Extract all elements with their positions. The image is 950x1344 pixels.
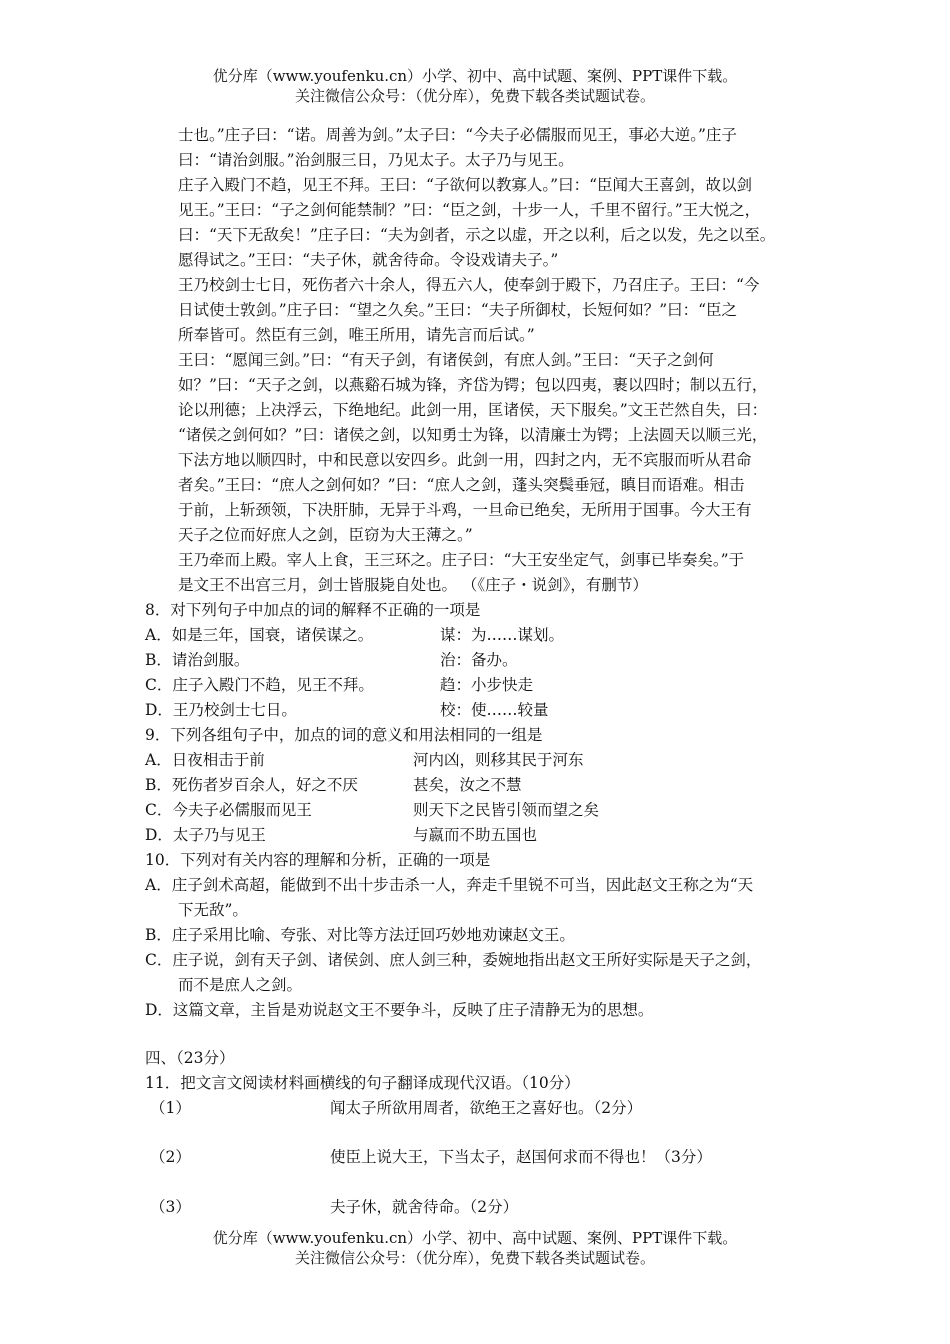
question-stem: 10．下列对有关内容的理解和分析，正确的一项是 [145,851,491,869]
section-title: 四、（23分） [145,1049,235,1067]
passage-line: 王曰：“愿闻三剑。”曰：“有天子剑，有诸侯剑，有庶人剑。”王曰：“天子之剑何 [178,351,714,369]
header-line-1: 优分库（www.youfenku.cn）小学、初中、高中试题、案例、PPT课件下载。 [212,67,738,85]
page-header [0,66,950,106]
passage-line: 于前，上斩颈领，下决肝肺，无异于斗鸡，一旦命已绝矣，无所用于国事。今大王有 [178,501,752,519]
question-stem: 8．对下列句子中加点的词的解释不正确的一项是 [145,601,481,619]
passage-line: 者矣。”王曰：“庶人之剑何如？”曰：“庶人之剑，蓬头突鬓垂冠，瞋目而语难。相击 [178,476,745,494]
passage-line: 论以刑德；上决浮云，下绝地纪。此剑一用，匡诸侯，天下服矣。”文王芒然自失，曰： [178,401,768,419]
passage-line: 王乃校剑士七日，死伤者六十余人，得五六人，使奉剑于殿下，乃召庄子。王曰：“今 [178,276,760,294]
item-sentence: 使臣上说大王，下当太子，赵国何求而不得也！（3分） [330,1148,712,1166]
option-a: A．如是三年，国衰，诸侯谋之。 [145,626,374,644]
option-c-continued: 而不是庶人之剑。 [178,976,303,994]
passage-line: 天子之位而好庶人之剑，臣窃为大王薄之。” [178,526,473,544]
item-number: （1） [150,1099,191,1117]
passage-line: 下法方地以顺四时，中和民意以安四乡。此剑一用，四封之内，无不宾服而听从君命 [178,451,752,469]
option-d-pair: 与嬴而不助五国也 [413,826,538,844]
footer-line-2: 关注微信公众号：（优分库），免费下载各类试题试卷。 [294,1249,655,1267]
passage-line: 曰：“请治剑服。”治剑服三日，乃见太子。太子乃与见王。 [178,151,574,169]
option-c-pair: 则天下之民皆引领而望之矣 [413,801,600,819]
passage-line: 是文王不出宫三月，剑士皆服毙自处也。 （《庄子・说剑》，有删节） [178,576,648,594]
header-line-2: 关注微信公众号：（优分库），免费下载各类试题试卷。 [294,87,655,105]
option-b: B．请治剑服。 [145,651,250,669]
option-d: D．王乃校剑士七日。 [145,701,297,719]
option-b-pair: 甚矣，汝之不慧 [413,776,522,794]
footer-line-1: 优分库（www.youfenku.cn）小学、初中、高中试题、案例、PPT课件下载。 [212,1229,738,1247]
option-c: C．今夫子必儒服而见王 [145,801,312,819]
option-d: D．太子乃与见王 [145,826,266,844]
option-c: C．庄子入殿门不趋，见王不拜。 [145,676,374,694]
option-c: C．庄子说，剑有天子剑、诸侯剑、庶人剑三种，委婉地指出赵文王所好实际是天子之剑， [145,951,762,969]
option-d-explanation: 校：使……较量 [440,701,549,719]
option-a-pair: 河内凶，则移其民于河东 [413,751,584,769]
item-sentence: 夫子休，就舍待命。（2分） [330,1198,519,1216]
passage-line: 士也。”庄子曰：“诺。周善为剑。”太子曰：“今夫子必儒服而见王，事必大逆。”庄子 [178,126,737,144]
option-d: D．这篇文章，主旨是劝说赵文王不要争斗，反映了庄子清静无为的思想。 [145,1001,654,1019]
passage-line: 如？”曰：“天子之剑，以燕谿石城为锋，齐岱为锷；包以四夷，裹以四时；制以五行， [178,376,768,394]
passage-line: 日试使士敦剑。”庄子曰：“望之久矣。”王曰：“夫子所御杖，长短何如？”曰：“臣之 [178,301,738,319]
option-a: A．日夜相击于前 [145,751,265,769]
option-b: B．死伤者岁百余人，好之不厌 [145,776,358,794]
option-c-explanation: 趋：小步快走 [440,676,534,694]
option-a-continued: 下无敌”。 [178,901,248,919]
passage-line: 曰：“天下无敌矣！”庄子曰：“夫为剑者，示之以虚，开之以利，后之以发，先之以至。 [178,226,776,244]
item-sentence: 闻太子所欲用周者，欲绝王之喜好也。（2分） [330,1099,643,1117]
passage-line: 王乃牵而上殿。宰人上食，王三环之。庄子曰：“大王安坐定气，剑事已毕奏矣。”于 [178,551,745,569]
passage-line: “诸侯之剑何如？”曰：诸侯之剑，以知勇士为锋，以清廉士为锷；上法圆天以顺三光， [178,426,768,444]
passage-line: 愿得试之。”王曰：“夫子休，就舍待命。令设戏请夫子。” [178,251,559,269]
question-stem: 9．下列各组句子中，加点的词的意义和用法相同的一组是 [145,726,543,744]
item-number: （3） [150,1198,191,1216]
option-b: B．庄子采用比喻、夸张、对比等方法迂回巧妙地劝谏赵文王。 [145,926,575,944]
option-a-explanation: 谋：为……谋划。 [440,626,565,644]
question-11-stem: 11．把文言文阅读材料画横线的句子翻译成现代汉语。（10分） [145,1074,580,1092]
option-a: A．庄子剑术高超，能做到不出十步击杀一人，奔走千里锐不可当，因此赵文王称之为“天 [145,876,754,894]
item-number: （2） [150,1148,191,1166]
option-b-explanation: 治：备办。 [440,651,518,669]
page-footer [0,1228,950,1268]
passage-line: 庄子入殿门不趋，见王不拜。王曰：“子欲何以教寡人。”曰：“臣闻大王喜剑，故以剑 [178,176,753,194]
passage-line: 所奉皆可。然臣有三剑，唯王所用，请先言而后试。” [178,326,535,344]
passage-line: 见王。”王曰：“子之剑何能禁制？”曰：“臣之剑，十步一人，千里不留行。”王大悦之， [178,201,761,219]
